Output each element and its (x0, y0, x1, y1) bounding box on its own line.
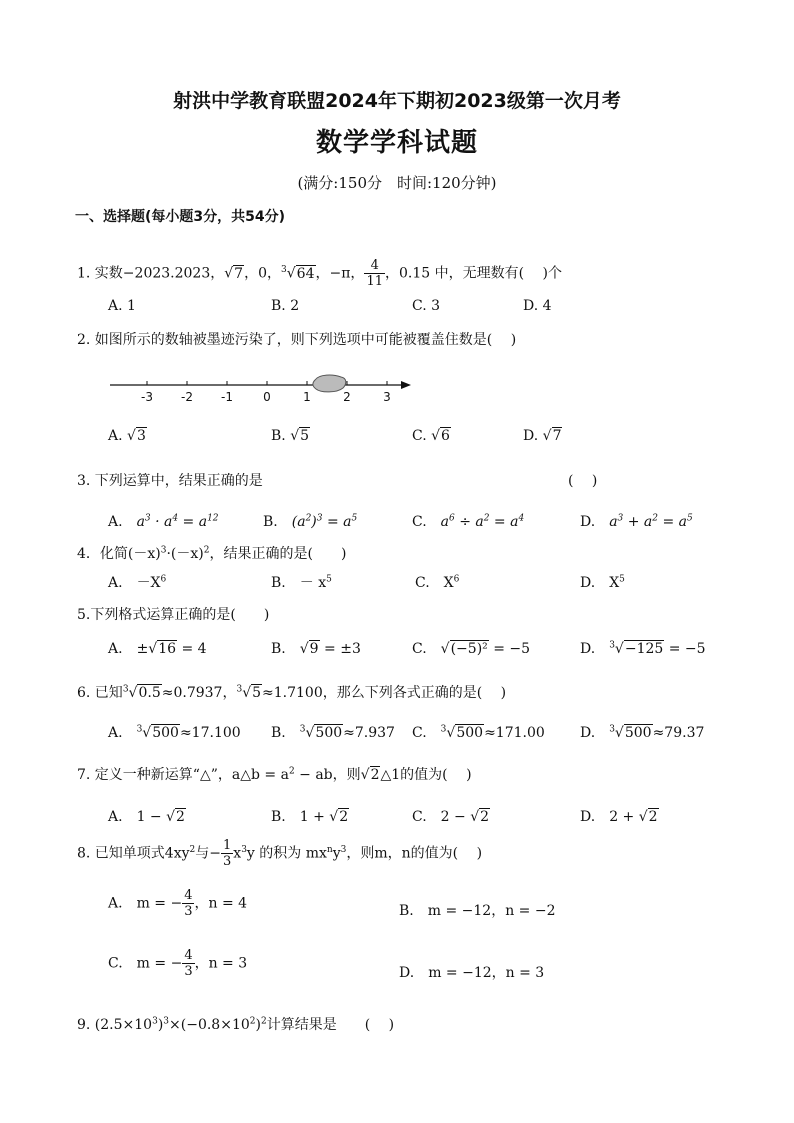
q8-d-text: m = −12，n = 3 (428, 965, 545, 981)
q6-option-b[interactable]: B. $^3$√500≈7.937 (271, 724, 395, 741)
q6-a-val: ≈17.100 (179, 725, 241, 741)
q8-fraction (221, 838, 233, 869)
number-line-tick-label: 2 (343, 390, 351, 404)
question-3: 3. 下列运算中，结果正确的是 (77, 473, 263, 489)
q9-t3: ×(−0.8×10 (169, 1017, 250, 1033)
q8-mid4: y (332, 845, 341, 862)
q4-c-body: X (443, 575, 454, 591)
q8-frac-den: 3 (223, 854, 232, 869)
question-5: 5.下列格式运算正确的是( ) (77, 607, 270, 623)
q3-option-c-letter: C. (412, 514, 427, 530)
q2-option-d-letter: D. (523, 428, 539, 444)
q8-a-letter: A. (108, 895, 123, 912)
number-line-tick-label: 3 (383, 390, 391, 404)
q1-option-a[interactable]: A. 1 (108, 298, 136, 314)
q1-option-d[interactable]: D. 4 (523, 298, 552, 314)
q8-a-post: ，n = 4 (194, 895, 248, 912)
q2-option-b-letter: B. (271, 428, 286, 444)
q3-c-op: ÷ a (454, 514, 484, 530)
q5-b-letter: B. (271, 641, 286, 657)
q5-a-post: = 4 (177, 641, 207, 657)
question-1: 1. 实数−2023.2023，√7，0，$^3$√64，−π， $\frac{4}{11}$ ，0.15 中，无理数有( )个 (77, 258, 562, 289)
q8-e3: n (326, 844, 333, 855)
q9-t5: 计算结果是 (266, 1017, 337, 1033)
q6-option-c[interactable]: C. $^3$√500≈171.00 (412, 724, 545, 741)
q1-option-b[interactable]: B. 2 (271, 298, 300, 314)
q8-a-fraction (182, 888, 194, 919)
q3-d-exp3: 5 (686, 513, 693, 524)
q9-e2: 3 (163, 1016, 170, 1027)
q2-option-d-radicand: 7 (552, 428, 562, 444)
q4-d-body: X (609, 575, 620, 591)
q1-suffix: ，0.15 中，无理数有( )个 (384, 265, 562, 282)
q5-c-radicand: (−5)² (450, 641, 488, 657)
q1-sep2: ，−π， (315, 265, 365, 282)
q3-option-d-letter: D. (580, 514, 596, 530)
q8-a-den: 3 (184, 904, 193, 919)
q4-b-letter: B. (271, 575, 286, 591)
q7-c-letter: C. (412, 809, 427, 825)
q1-prefix: 1. 实数−2023.2023， (77, 265, 225, 282)
q6-c-val: ≈171.00 (484, 725, 545, 741)
q5-b-radicand: 9 (309, 641, 319, 657)
q8-c-letter: C. (108, 955, 123, 972)
q3-option-b[interactable] (263, 511, 357, 531)
q3-b-exp1: 2 (305, 513, 312, 524)
exam-subtitle: (满分:150分 时间:120分钟) (297, 174, 497, 192)
q7-prefix: 7. 定义一种新运算“△”，a△b = a (77, 767, 289, 783)
q3-c-tail: = a (489, 514, 519, 530)
q4-b-exp: 5 (326, 574, 332, 585)
q8-mid3: y 的积为 mx (246, 845, 327, 862)
q8-a-num: 4 (184, 888, 193, 903)
q7-option-b[interactable]: B. 1 + √2 (271, 809, 349, 825)
q3-a-exp1: 3 (144, 513, 151, 524)
q6-d-val: ≈79.37 (652, 725, 705, 741)
q6-option-a[interactable]: A. $^3$√500≈17.100 (108, 724, 241, 741)
q6-b-letter: B. (271, 725, 286, 741)
q6-b-index: 3 (299, 724, 306, 735)
q6-index-2: 3 (236, 684, 243, 695)
q8-frac-num: 1 (223, 838, 232, 853)
q6-mid-1: ≈0.7937， (161, 685, 237, 701)
q6-index-1: 3 (122, 684, 129, 695)
q5-option-c[interactable]: C. √(−5)² = −5 (412, 641, 531, 657)
q9-t2: ) (157, 1017, 164, 1033)
q5-d-index: 3 (609, 640, 615, 651)
subject-title: 数学学科试题 (315, 128, 478, 158)
q3-a-exp2: 4 (172, 513, 179, 524)
q6-mid-2: ≈1.7100，那么下列各式正确的是( ) (262, 685, 507, 701)
q3-c-base: a (440, 514, 450, 530)
q5-c-letter: C. (412, 641, 427, 657)
q5-b-post: = ±3 (319, 641, 361, 657)
q6-b-val: ≈7.937 (343, 725, 395, 741)
q7-option-a[interactable]: A. 1 − √2 (108, 809, 185, 825)
q6-a-letter: A. (108, 725, 123, 741)
q9-t4: ) (255, 1017, 261, 1033)
q7-b-radicand: 2 (339, 809, 349, 825)
q8-d-letter: D. (399, 965, 415, 981)
q8-mid1: 与− (195, 845, 221, 862)
question-4 (77, 543, 346, 563)
q9-answer-paren: ( ) (364, 1017, 395, 1033)
q3-c-exp3: 4 (518, 513, 525, 524)
q2-option-a-letter: A. (108, 428, 123, 444)
q5-option-d[interactable]: D. $^3$√−125 = −5 (580, 640, 706, 657)
number-line-tick-label: 0 (263, 390, 271, 404)
q6-c-letter: C. (412, 725, 427, 741)
question-8 (77, 838, 482, 869)
q6-d-letter: D. (580, 725, 596, 741)
q3-a-base: a (136, 514, 145, 530)
number-line-tick-label: -1 (221, 390, 233, 404)
q6-a-index: 3 (136, 724, 143, 735)
q5-d-post: = −5 (664, 641, 706, 657)
q7-d-pre: 2 + (609, 809, 639, 825)
q4-a-letter: A. (108, 575, 123, 591)
q5-d-letter: D. (580, 641, 596, 657)
question-6: 6. 已知$^3$√0.5≈0.7937，$^3$√5≈1.7100，那么下列各式正确的是( ) (77, 684, 507, 701)
q4-text-c: ，结果正确的是( ) (209, 546, 347, 562)
question-9 (77, 1014, 394, 1034)
q4-a-exp: 6 (160, 574, 167, 585)
q9-e4: 2 (260, 1016, 267, 1027)
q8-c-den: 3 (184, 964, 193, 979)
question-2: 2. 如图所示的数轴被墨迹污染了，则下列选项中可能被覆盖住数是( ) (77, 332, 517, 348)
q4-option-a[interactable] (108, 572, 166, 592)
q3-b-tail: = a (322, 514, 352, 530)
q6-radicand-2: 5 (252, 685, 262, 701)
q7-a-letter: A. (108, 809, 123, 825)
q4-c-letter: C. (415, 575, 430, 591)
q3-a-op: · a (150, 514, 173, 530)
q8-b-text: m = −12，n = −2 (427, 903, 556, 919)
number-line-tick-label: -3 (141, 390, 153, 404)
q8-option-d[interactable] (399, 962, 544, 982)
q7-option-d[interactable]: D. 2 + √2 (580, 809, 658, 825)
number-line (105, 368, 420, 408)
q3-option-d[interactable] (580, 511, 693, 531)
q3-c-exp1: 6 (449, 513, 455, 524)
question-7: 7. 定义一种新运算“△”，a△b = $a^2$ − ab，则√2△1的值为( ) (77, 766, 472, 783)
q5-option-a[interactable]: A. ±√16 = 4 (108, 641, 207, 657)
exam-title: 射洪中学教育联盟2024年下期初2023级第一次月考 (173, 90, 621, 112)
q7-option-c[interactable]: C. 2 − √2 (412, 809, 490, 825)
number-line-arrow (401, 381, 411, 389)
q7-suffix: △1的值为( ) (380, 767, 472, 783)
q8-a-pre: m = − (136, 895, 183, 912)
q5-a-letter: A. (108, 641, 123, 657)
q6-c-index: 3 (440, 724, 447, 735)
q5-a-radicand: 16 (158, 641, 177, 657)
q3-d-tail: = a (658, 514, 687, 530)
q8-suffix: ，则m，n的值为( ) (346, 845, 483, 862)
q7-c-radicand: 2 (480, 809, 490, 825)
q6-radicand-1: 0.5 (138, 685, 161, 701)
q7-d-radicand: 2 (648, 809, 658, 825)
q1-cbrt-index: 3 (281, 264, 287, 275)
q7-a-pre: 1 − (136, 809, 167, 825)
q4-option-d[interactable] (580, 572, 625, 592)
q4-text-b: ·(－x) (166, 546, 204, 562)
q4-b-body: － x (299, 575, 327, 591)
q1-fraction (364, 258, 385, 289)
q4-exp-a: 3 (160, 545, 167, 556)
q2-option-a[interactable]: A. √3 (108, 428, 146, 444)
q2-option-b[interactable]: B. √5 (271, 428, 310, 444)
q6-b-radicand: 500 (315, 725, 343, 741)
q9-e1: 3 (152, 1016, 158, 1027)
q3-b-op: ) (311, 514, 317, 530)
q2-option-a-radicand: 3 (136, 428, 146, 444)
q2-option-c[interactable]: C. √6 (412, 428, 450, 444)
q2-option-d[interactable]: D. √7 (523, 428, 562, 444)
q4-option-c[interactable] (415, 572, 459, 592)
q7-radicand: 2 (370, 767, 380, 783)
q2-option-c-radicand: 6 (441, 428, 450, 444)
q6-d-index: 3 (609, 724, 615, 735)
q6-prefix: 6. 已知 (77, 685, 123, 701)
q3-b-base: (a (291, 514, 306, 530)
q8-prefix: 8. 已知单项式4xy (77, 845, 190, 862)
number-line-tick-label: 1 (303, 390, 311, 404)
q8-b-letter: B. (399, 903, 414, 919)
q8-option-a[interactable] (108, 888, 247, 919)
q7-a-radicand: 2 (176, 809, 185, 825)
q4-d-exp: 5 (619, 574, 625, 585)
q4-text-a: 4．化简(－x) (77, 546, 161, 562)
q3-option-b-letter: B. (263, 514, 278, 530)
q1-frac-num: 4 (364, 258, 385, 274)
q1-frac-den: 11 (366, 274, 383, 289)
q3-d-exp2: 2 (652, 513, 658, 524)
q6-option-d[interactable]: D. $^3$√500≈79.37 (580, 724, 705, 741)
ink-blot (313, 375, 346, 392)
q4-c-exp: 6 (453, 574, 460, 585)
q1-cbrt64: 64 (296, 265, 315, 282)
q7-b-letter: B. (271, 809, 286, 825)
q9-t1: 9. (2.5×10 (77, 1017, 153, 1033)
q7-mid: − ab，则 (294, 767, 361, 783)
q2-option-b-radicand: 5 (300, 428, 310, 444)
q4-d-letter: D. (580, 575, 596, 591)
q3-option-a-letter: A. (108, 514, 123, 530)
q8-c-pre: m = − (136, 955, 183, 972)
section-heading: 一、选择题(每小题3分，共54分) (75, 209, 286, 225)
q8-e4: 3 (340, 844, 347, 855)
q3-a-exp3: 12 (207, 513, 219, 524)
q3-option-a[interactable] (108, 511, 219, 531)
q7-d-letter: D. (580, 809, 596, 825)
q6-d-radicand: 500 (624, 725, 652, 741)
q3-b-exp2: 3 (316, 513, 323, 524)
q8-option-c[interactable] (108, 948, 247, 979)
q3-option-c[interactable] (412, 511, 524, 531)
q3-d-exp1: 3 (617, 513, 624, 524)
q3-c-exp2: 2 (483, 513, 490, 524)
q7-exp: 2 (288, 766, 295, 777)
q8-c-post: ，n = 3 (194, 955, 248, 972)
q5-c-post: = −5 (488, 641, 531, 657)
q4-a-body: －X (136, 575, 161, 591)
q3-answer-paren: ( ) (568, 473, 598, 489)
q8-c-num: 4 (184, 948, 193, 963)
q9-e3: 2 (249, 1016, 256, 1027)
q7-c-pre: 2 − (440, 809, 471, 825)
q2-option-c-letter: C. (412, 428, 427, 444)
q5-d-radicand: −125 (624, 641, 664, 657)
q3-d-op: + a (623, 514, 653, 530)
q4-exp-b: 2 (203, 545, 210, 556)
q3-a-tail: = a (178, 514, 208, 530)
q3-d-base: a (609, 514, 618, 530)
number-line-tick-label: -2 (181, 390, 193, 404)
q1-sqrt7: 7 (234, 265, 244, 282)
q8-option-b[interactable] (399, 900, 556, 920)
q1-sep1: ，0， (244, 265, 282, 282)
q5-option-b[interactable]: B. √9 = ±3 (271, 641, 361, 657)
q4-option-b[interactable] (271, 572, 332, 592)
q8-mid2: x (233, 845, 242, 862)
q8-e2: 3 (241, 844, 247, 855)
q7-b-pre: 1 + (299, 809, 330, 825)
q6-a-radicand: 500 (152, 725, 179, 741)
q6-c-radicand: 500 (456, 725, 484, 741)
q1-option-c[interactable]: C. 3 (412, 298, 441, 314)
q5-a-pre: ± (136, 641, 149, 657)
q8-c-fraction (182, 948, 194, 979)
q8-e1: 2 (189, 844, 196, 855)
q3-b-exp3: 5 (351, 513, 358, 524)
